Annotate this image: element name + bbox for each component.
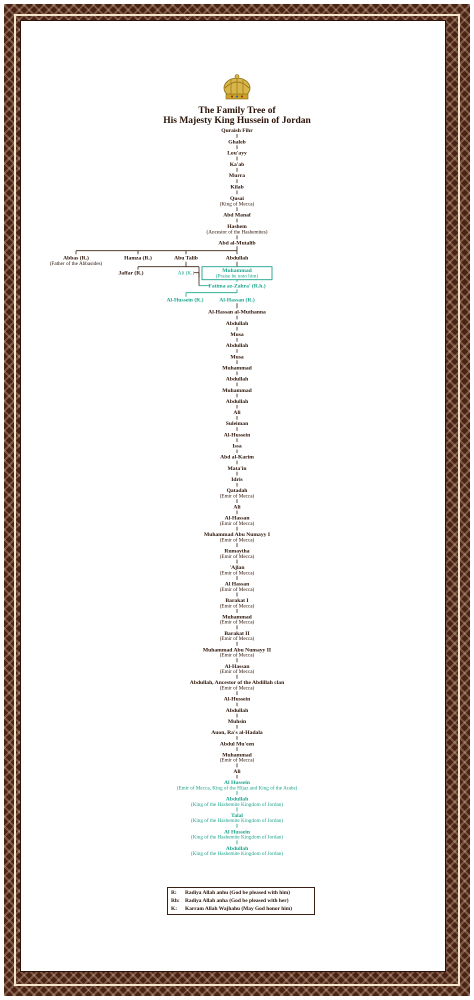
ali-name: Ali (K.) <box>177 270 195 277</box>
ancestor-name: Auon, Ra's al-Hadala <box>211 730 263 737</box>
ancestor-name: Abdul Mu'een <box>219 741 255 748</box>
ancestor-note: (Emir of Mecca) <box>219 757 255 764</box>
king-note: (Emir of Mecca, King of the Hijaz and King of the Arabs) <box>176 785 298 792</box>
ancestor-name: Muhsin <box>227 718 247 725</box>
ancestor-name: Abdullah <box>225 343 249 350</box>
ancestor-name: Al Hassan <box>224 581 250 588</box>
king-note: (King of the Hashemite Kingdom of Jordan) <box>190 818 284 825</box>
ancestor-name: Ghaleb <box>228 139 246 146</box>
ancestor-name: Murra <box>228 173 246 180</box>
ancestor-note: (Emir of Mecca) <box>219 636 255 643</box>
ancestor-note: (Emir of Mecca) <box>219 521 255 527</box>
ancestor-name: Suleiman <box>225 421 249 428</box>
ancestor-name: Muhammad Abu Numayy II <box>202 647 272 654</box>
ancestor-name: Abdullah <box>225 398 249 405</box>
ancestor-name: Ali <box>233 768 241 775</box>
ancestor-name: Al-Hassan al-Muthanna <box>208 309 266 316</box>
ancestor-note: (Emir of Mecca) <box>219 685 255 692</box>
son-note: (Father of the Abbasides) <box>49 261 103 268</box>
son-name: Hamza (R.) <box>124 255 152 262</box>
ancestor-name: Musa <box>230 332 244 338</box>
ancestor-note: (Emir of Mecca) <box>219 603 255 610</box>
ancestor-name: Barakat II <box>224 630 250 637</box>
son-name: Abu Talib <box>174 255 198 262</box>
ancestor-name: Abd Manaf <box>223 212 251 219</box>
ancestor-name: Muhammad Abu Numayy I <box>203 532 271 539</box>
king-name: Abdullah <box>225 845 249 852</box>
king-note: (King of the Hashemite Kingdom of Jordan) <box>190 834 284 841</box>
ancestor-name: Muhammad <box>222 365 252 372</box>
ancestor-name: Mata'in <box>227 465 247 472</box>
ancestor-note: (Emir of Mecca) <box>219 493 255 500</box>
fatima-name: Fatima az-Zahra' (R.h.) <box>208 283 266 290</box>
ancestor-name: Al-Hussein <box>223 432 251 439</box>
ancestor-note: (King of Mecca) <box>219 201 255 208</box>
ancestor-name: Quraish Fihr <box>221 128 253 134</box>
ancestor-note: (Emir of Mecca) <box>219 669 255 676</box>
ancestor-name: Abdullah <box>225 376 249 383</box>
ancestor-name: Qatadah <box>226 488 248 495</box>
ancestor-name: Al-Hassan <box>224 515 250 522</box>
grandson-name: Al-Hassan (R.) <box>219 297 255 304</box>
ancestor-name: Abd al-Mutalib <box>218 240 256 247</box>
ancestor-name: Al-Hassan <box>224 663 250 670</box>
grandson-name: Al-Hussein (R.) <box>166 297 204 304</box>
jaffar-name: Jaffar (R.) <box>118 270 144 277</box>
ancestor-note: (Emir of Mecca) <box>219 553 255 560</box>
ancestor-name: Issa <box>232 443 242 450</box>
ancestor-note: (Ancestor of the Hashemites) <box>206 229 268 236</box>
son-name: Abbas (R.) <box>63 255 89 262</box>
ancestor-name: Hashem <box>227 223 247 230</box>
prophet-name: Muhammad <box>222 268 252 275</box>
king-note: (King of the Hashemite Kingdom of Jordan) <box>190 801 284 808</box>
legend-row-rh: Rh: Radiya Allah anha (God be pleased with her) <box>171 898 289 904</box>
ancestor-name: Abdullah, Ancestor of the Abdillah clan <box>189 680 285 687</box>
ancestor-note: (Emir of Mecca) <box>219 570 255 577</box>
ancestor-note: (Emir of Mecca) <box>219 652 255 659</box>
title-line-1: The Family Tree of <box>198 106 276 116</box>
ancestor-name: Muhammad <box>222 752 252 759</box>
ancestor-note: (Emir of Mecca) <box>219 619 255 626</box>
ancestor-name: Barakat I <box>225 597 249 604</box>
ancestor-name: Abd al-Karim <box>220 454 254 461</box>
ancestor-name: Ka'ab <box>229 161 245 168</box>
ancestor-name: Ali <box>233 410 241 417</box>
ancestor-name: Kilab <box>230 184 244 191</box>
king-note: (King of the Hashemite Kingdom of Jordan) <box>190 851 284 858</box>
ancestor-name: Abdullah <box>225 707 249 714</box>
ancestor-note: (Emir of Mecca) <box>219 537 255 544</box>
legend-row-k: K: Karram Allah Wajhahu (May God honor him) <box>171 906 293 912</box>
ancestor-name: 'Ajlan <box>229 565 245 572</box>
ancestor-name: Ali <box>233 504 241 511</box>
ancestor-note: (Emir of Mecca) <box>219 586 255 593</box>
king-name: Talal <box>231 812 243 819</box>
ancestor-name: Muhammad <box>222 614 252 621</box>
king-name: Abdullah <box>225 796 249 803</box>
son-name: Abdullah <box>225 255 249 262</box>
ancestor-name: Abdullah <box>225 320 249 327</box>
legend-box <box>167 887 315 915</box>
ancestor-name: Lou'ayy <box>227 150 247 157</box>
ancestor-name: Rumaytha <box>224 548 250 555</box>
prophet-note: (Praise be unto him) <box>215 273 259 280</box>
legend-row-r: R: Radiya Allah anhu (God be pleased with him) <box>171 890 290 896</box>
king-name: Al Hussein <box>224 780 250 786</box>
ancestor-name: Qusai <box>230 195 244 202</box>
title-line-2: His Majesty King Hussein of Jordan <box>163 116 311 126</box>
king-name: Al Hussein <box>224 829 250 836</box>
ancestor-name: Idris <box>231 476 243 483</box>
ancestor-name: Al-Hussein <box>223 696 251 703</box>
ancestor-name: Musa <box>230 354 244 361</box>
ancestor-name: Muhammad <box>222 387 252 394</box>
